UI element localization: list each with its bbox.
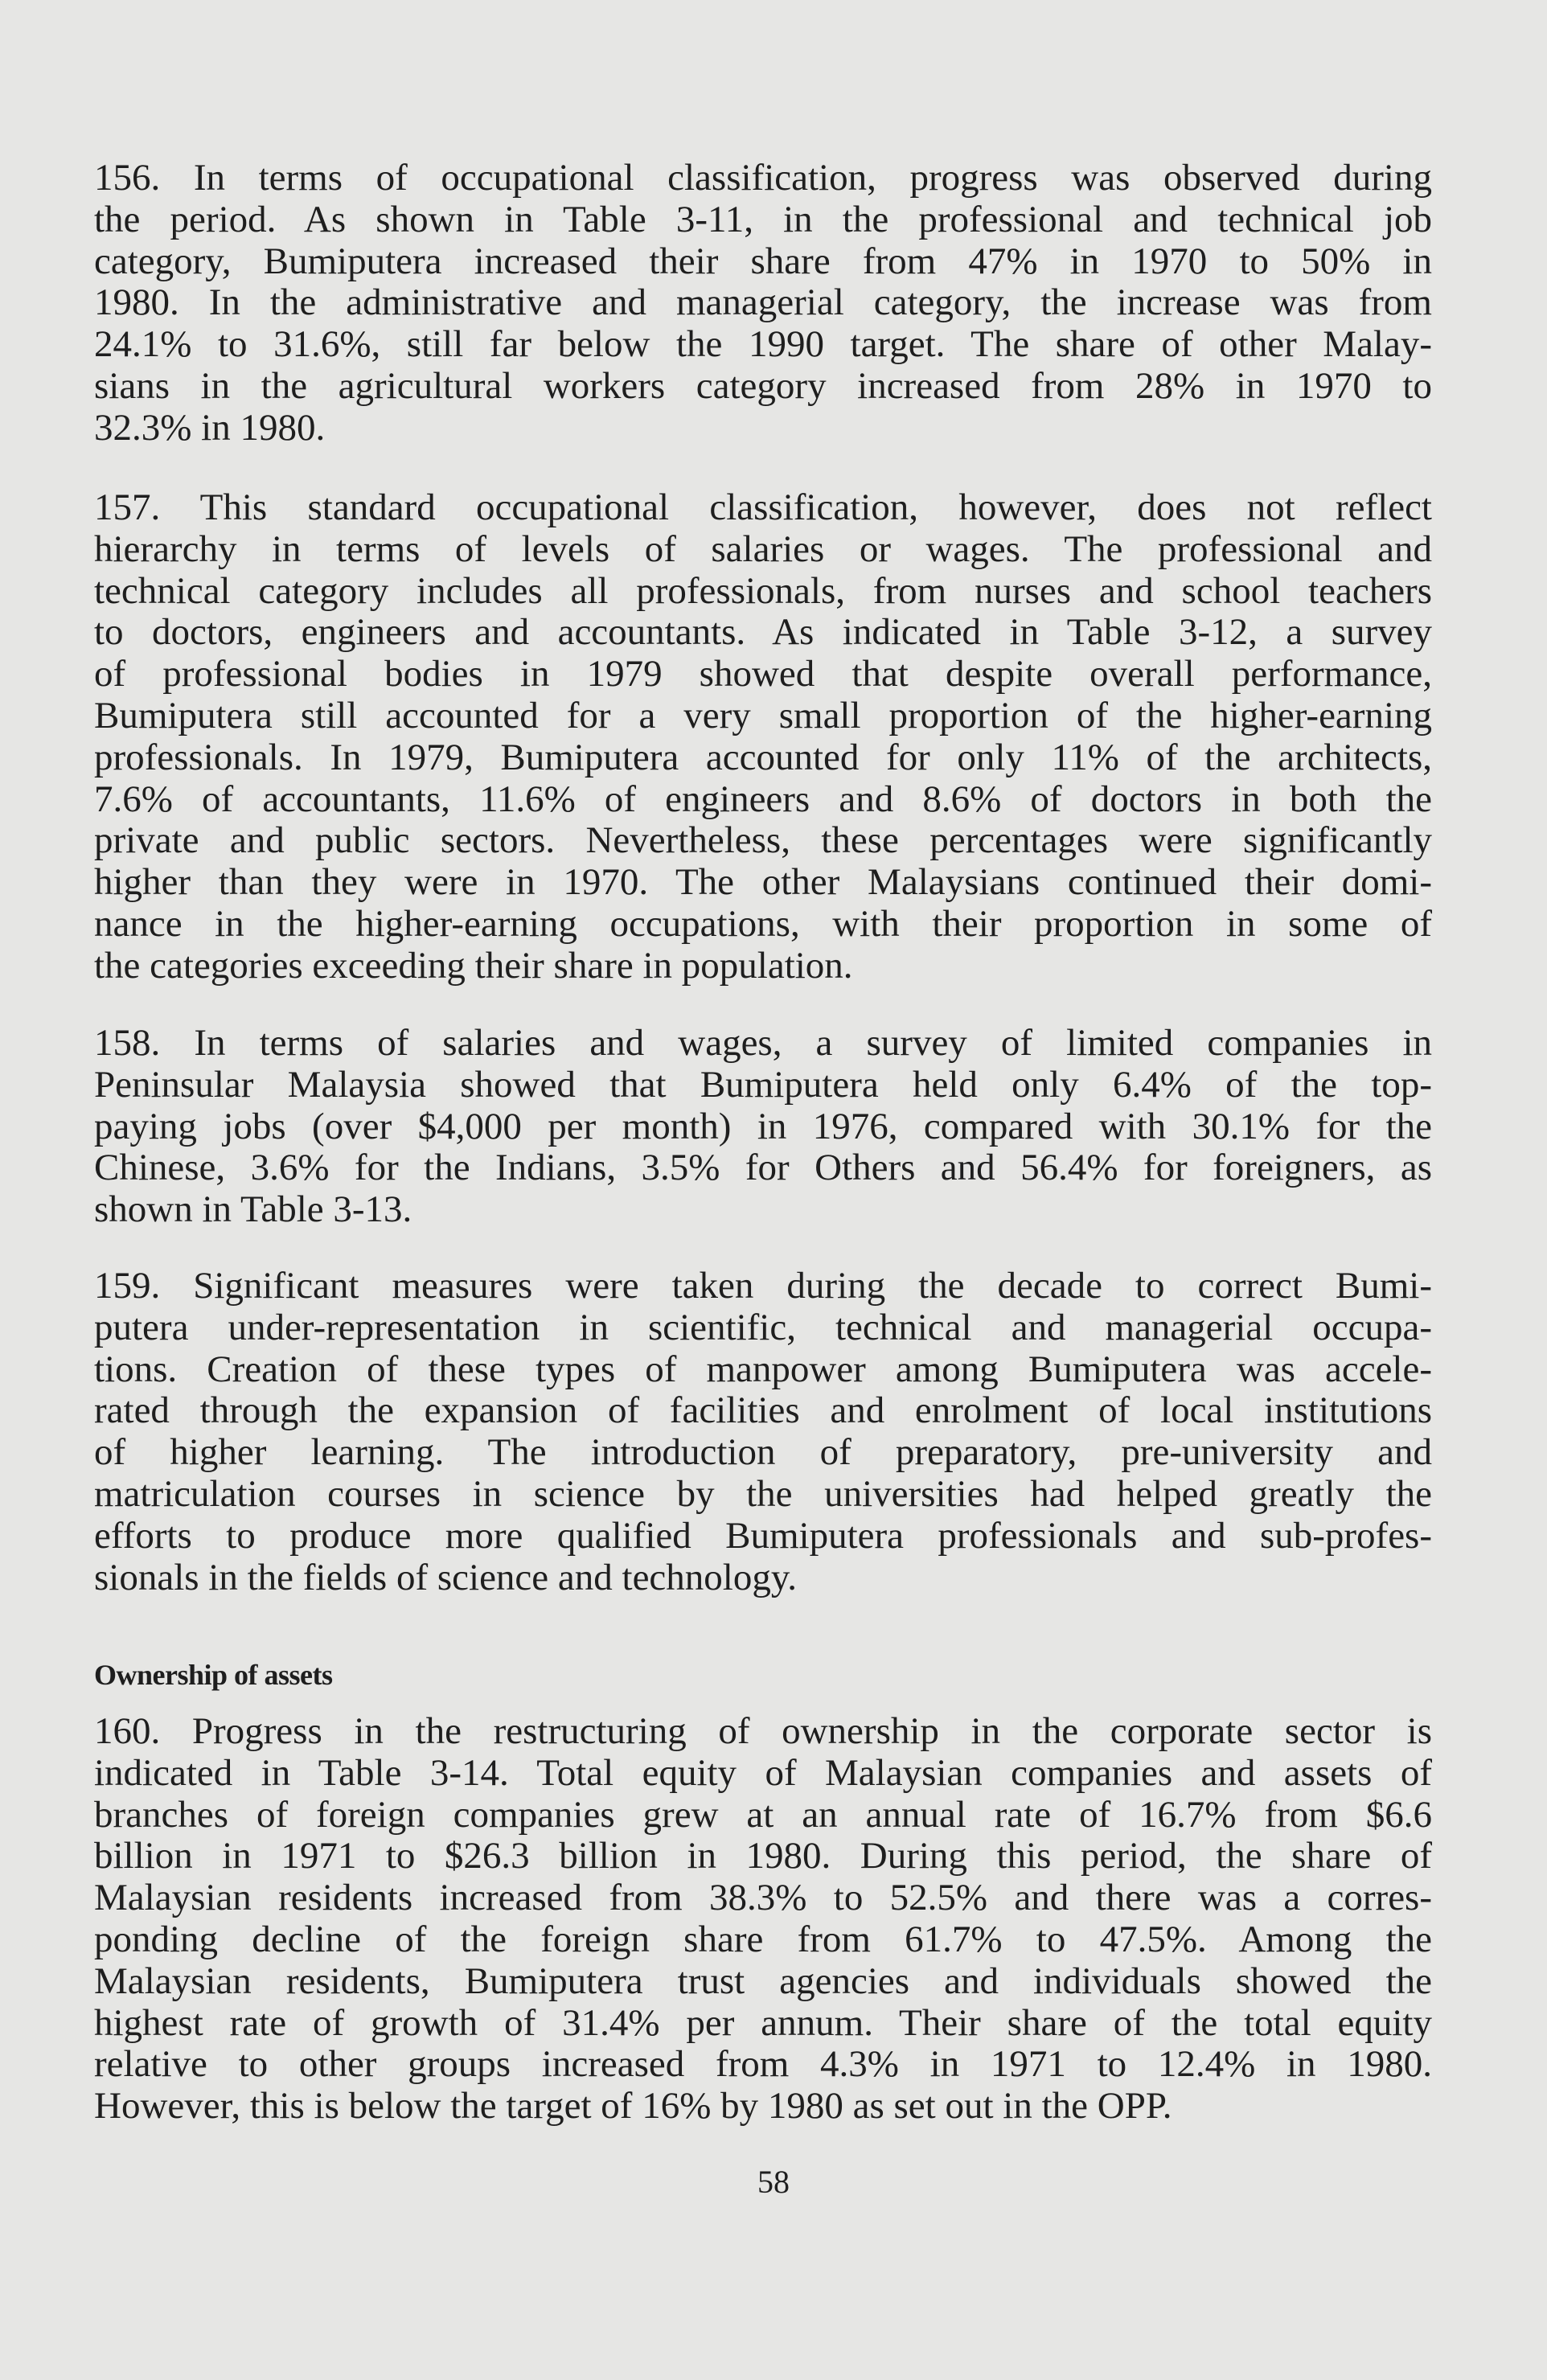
page-number: 58 xyxy=(757,2164,790,2200)
text-line: nance in the higher-earning occupations, with their proportion in some of xyxy=(94,902,1432,945)
text-line: 159. Significant measures were taken during the decade to correct Bumi- xyxy=(94,1265,1432,1307)
text-line: highest rate of growth of 31.4% per annum. Their share of the total equity xyxy=(94,2001,1432,2044)
text-line: ponding decline of the foreign share from 61.7% to 47.5%. Among the xyxy=(94,1918,1432,1960)
text-line: 157. This standard occupational classification, however, does not reflect xyxy=(94,486,1432,528)
text-line: 156. In terms of occupational classification, progress was observed during xyxy=(94,157,1432,199)
text-line: branches of foreign companies grew at an annual rate of 16.7% from $6.6 xyxy=(94,1793,1432,1836)
text-line: private and public sectors. Nevertheless, these percentages were significantly xyxy=(94,819,1432,862)
text-line: paying jobs (over $4,000 per month) in 1976, compared with 30.1% for the xyxy=(94,1105,1432,1147)
text-line: higher than they were in 1970. The other Malaysians continued their domi- xyxy=(94,861,1432,904)
paragraph-157 xyxy=(94,487,1432,987)
text-line: sionals in the fields of science and technology. xyxy=(94,1556,798,1598)
text-line: 32.3% in 1980. xyxy=(94,406,326,449)
text-line: professionals. In 1979, Bumiputera accounted for only 11% of the architects, xyxy=(94,736,1432,778)
text-line: putera under-representation in scientific, technical and managerial occupa- xyxy=(94,1306,1432,1348)
text-line: Chinese, 3.6% for the Indians, 3.5% for Others and 56.4% for foreigners, as xyxy=(94,1147,1432,1189)
text-line: rated through the expansion of facilities and enrolment of local institutions xyxy=(94,1389,1432,1432)
text-line: Peninsular Malaysia showed that Bumiputera held only 6.4% of the top- xyxy=(94,1063,1432,1106)
text-line: technical category includes all professionals, from nurses and school teachers xyxy=(94,569,1432,612)
text-line: tions. Creation of these types of manpower among Bumiputera was accele- xyxy=(94,1348,1432,1390)
text-line: category, Bumiputera increased their share from 47% in 1970 to 50% in xyxy=(94,240,1432,282)
section-heading: Ownership of assets xyxy=(94,1659,333,1691)
text-line: However, this is below the target of 16% by 1980 as set out in the OPP. xyxy=(94,2085,1172,2128)
text-line: Malaysian residents, Bumiputera trust agencies and individuals showed the xyxy=(94,1959,1432,2002)
text-line: to doctors, engineers and accountants. As indicated in Table 3-12, a survey xyxy=(94,611,1432,654)
text-line: 160. Progress in the restructuring of ownership in the corporate sector is xyxy=(94,1710,1432,1752)
text-line: 24.1% to 31.6%, still far below the 1990 target. The share of other Malay- xyxy=(94,323,1432,366)
text-line: relative to other groups increased from 4.3% in 1971 to 12.4% in 1980. xyxy=(94,2043,1432,2086)
text-line: indicated in Table 3-14. Total equity of Malaysian companies and assets of xyxy=(94,1751,1432,1794)
paragraph-158 xyxy=(94,1023,1432,1231)
text-line: efforts to produce more qualified Bumiputera professionals and sub-profes- xyxy=(94,1514,1432,1557)
text-line: Bumiputera still accounted for a very small proportion of the higher-earning xyxy=(94,694,1432,737)
paragraph-160 xyxy=(94,1711,1432,2128)
text-line: 158. In terms of salaries and wages, a survey of limited companies in xyxy=(94,1022,1432,1064)
paragraph-159 xyxy=(94,1266,1432,1598)
text-line: Malaysian residents increased from 38.3% to 52.5% and there was a corres- xyxy=(94,1877,1432,1919)
paragraph-156 xyxy=(94,158,1432,449)
text-line: the categories exceeding their share in population. xyxy=(94,944,853,987)
text-line: 7.6% of accountants, 11.6% of engineers and 8.6% of doctors in both the xyxy=(94,778,1432,820)
text-line: 1980. In the administrative and managerial category, the increase was from xyxy=(94,281,1432,324)
text-line: the period. As shown in Table 3-11, in the professional and technical job xyxy=(94,198,1432,240)
text-line: of higher learning. The introduction of preparatory, pre-university and xyxy=(94,1431,1432,1474)
text-line: billion in 1971 to $26.3 billion in 1980. During this period, the share of xyxy=(94,1835,1432,1877)
text-line: of professional bodies in 1979 showed that despite overall performance, xyxy=(94,653,1432,696)
text-line: matriculation courses in science by the universities had helped greatly the xyxy=(94,1472,1432,1515)
text-line: sians in the agricultural workers category increased from 28% in 1970 to xyxy=(94,364,1432,407)
text-line: shown in Table 3-13. xyxy=(94,1188,412,1231)
text-line: hierarchy in terms of levels of salaries or wages. The professional and xyxy=(94,527,1432,570)
